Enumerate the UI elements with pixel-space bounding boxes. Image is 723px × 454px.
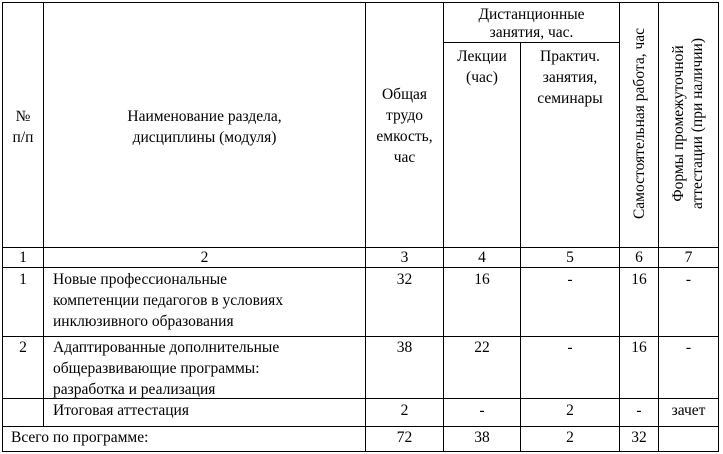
col-number-6: 6 [635, 249, 643, 266]
curriculum-table [2, 2, 719, 452]
row-3-lectures: - [479, 402, 485, 419]
row-1-name: Новые профессиональные компетенции педагогов в условиях инклюзивного образования [53, 271, 284, 330]
table-border-right [718, 2, 719, 452]
header-total-hours: Общая трудо емкость, час [376, 86, 433, 166]
total-hours: 72 [396, 429, 413, 446]
row-1-practice: - [567, 271, 573, 288]
col-number-3: 3 [400, 249, 409, 266]
total-label: Всего по программе: [11, 429, 149, 446]
header-self-study: Самостоятельная работа, час [631, 27, 648, 220]
col-line-2 [365, 2, 366, 452]
header-section-name: Наименование раздела, дисциплины (модуля) [127, 108, 282, 146]
col-number-1: 1 [19, 249, 27, 266]
row-1-lectures: 16 [474, 271, 490, 288]
row-2-name: Адаптированные дополнительные общеразвивающие программы: разработка и реализация [53, 339, 280, 398]
row-2-practice: - [567, 339, 573, 356]
row-1-number: 1 [19, 271, 27, 288]
row-3-form: зачет [671, 402, 706, 419]
row-2-self: 16 [631, 339, 647, 356]
col-line-1 [43, 2, 44, 427]
table-border-bottom [2, 451, 719, 452]
col-number-7: 7 [684, 249, 693, 266]
table-border-top [2, 2, 719, 3]
header-practice: Практич. занятия, семинары [537, 48, 603, 107]
row-1-total: 32 [396, 271, 413, 288]
col-number-2: 2 [200, 249, 209, 266]
row-2-number: 2 [19, 339, 27, 356]
row-1-form: - [685, 271, 692, 288]
row-3-name: Итоговая аттестация [53, 402, 189, 419]
row-3-practice: 2 [566, 402, 574, 419]
table-border-left [2, 2, 3, 452]
header-attestation-line-1: Формы промежуточной [670, 45, 687, 202]
header-number: № п/п [12, 108, 34, 146]
row-3-self: - [636, 402, 642, 419]
row-1-self: 16 [631, 271, 647, 288]
row-2-form: - [685, 339, 692, 356]
row-2-lectures: 22 [474, 339, 490, 356]
header-attestation-line-2: аттестации (при наличии) [689, 37, 706, 210]
total-self: 32 [631, 429, 647, 446]
group-header-divider [443, 42, 619, 43]
total-practice: 2 [566, 429, 574, 446]
header-lectures: Лекции (час) [457, 48, 507, 86]
row-2-total: 38 [396, 339, 413, 356]
col-line-6 [658, 2, 659, 452]
col-number-4: 4 [478, 249, 486, 266]
col-line-5 [619, 2, 620, 452]
header-remote-group: Дистанционные занятия, час. [478, 6, 585, 41]
col-number-5: 5 [566, 249, 574, 266]
total-lectures: 38 [474, 429, 490, 446]
row-3-total: 2 [400, 402, 409, 419]
